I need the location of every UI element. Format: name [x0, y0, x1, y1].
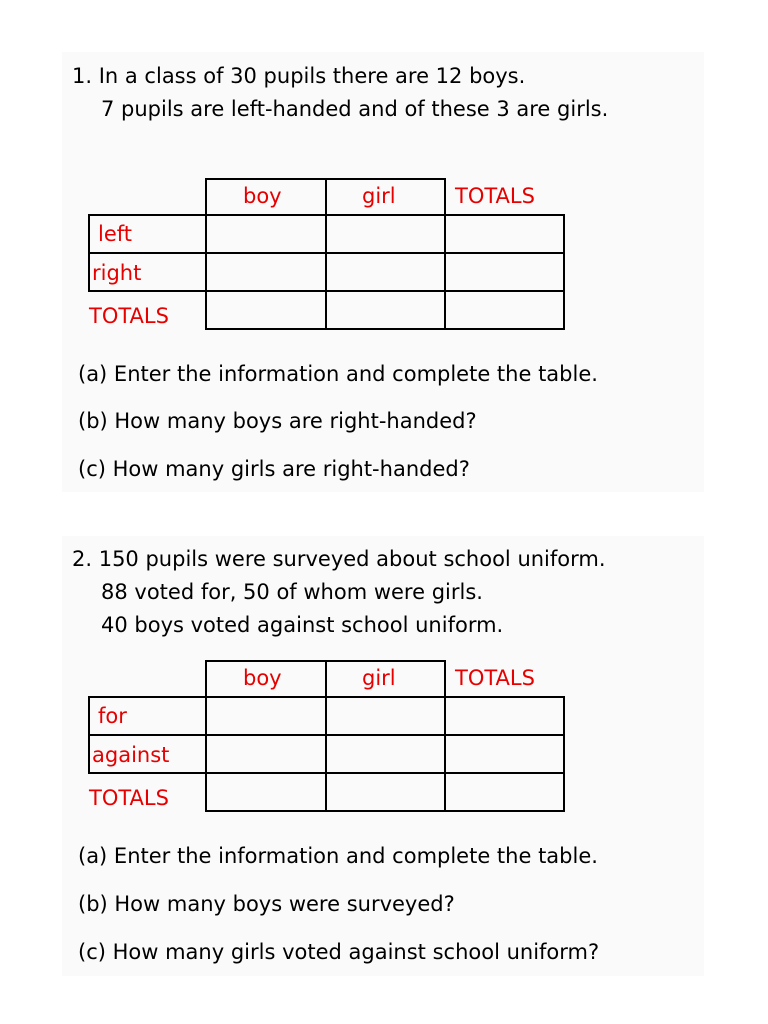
q1-cell-right-boy[interactable] [205, 252, 327, 292]
q1-part-b: (b) How many boys are right-handed? [78, 409, 477, 433]
q2-cell-for-total[interactable] [444, 696, 565, 736]
q1-cell-total-total[interactable] [444, 290, 565, 330]
q2-cell-against-boy[interactable] [205, 734, 327, 774]
q2-col-header-girl: girl [362, 666, 396, 690]
q1-col-header-boy: boy [243, 184, 282, 208]
q1-cell-left-boy[interactable] [205, 214, 327, 254]
q1-cell-left-girl[interactable] [325, 214, 446, 254]
q1-row-label-totals: TOTALS [89, 304, 169, 328]
q2-part-c: (c) How many girls voted against school uniform? [78, 940, 600, 964]
q2-statement-line2: 88 voted for, 50 of whom were girls. [101, 580, 483, 604]
q2-statement-line1: 2. 150 pupils were surveyed about school uniform. [72, 547, 606, 571]
q1-part-c: (c) How many girls are right-handed? [78, 457, 470, 481]
q2-statement-line3: 40 boys voted against school uniform. [101, 613, 504, 637]
q1-cell-right-girl[interactable] [325, 252, 446, 292]
q2-cell-total-boy[interactable] [205, 772, 327, 812]
q2-cell-for-girl[interactable] [325, 696, 446, 736]
q2-row-label-for: for [98, 704, 127, 728]
q2-cell-against-girl[interactable] [325, 734, 446, 774]
q2-row-label-against: against [92, 743, 170, 767]
q1-part-a: (a) Enter the information and complete the table. [78, 362, 598, 386]
q2-part-b: (b) How many boys were surveyed? [78, 892, 455, 916]
q1-cell-left-total[interactable] [444, 214, 565, 254]
q1-statement-line2: 7 pupils are left-handed and of these 3 are girls. [101, 97, 609, 121]
q2-part-a: (a) Enter the information and complete the table. [78, 844, 598, 868]
q2-cell-total-total[interactable] [444, 772, 565, 812]
q1-cell-total-girl[interactable] [325, 290, 446, 330]
q2-row-label-totals: TOTALS [89, 786, 169, 810]
q2-cell-total-girl[interactable] [325, 772, 446, 812]
q2-cell-against-total[interactable] [444, 734, 565, 774]
q2-col-header-boy: boy [243, 666, 282, 690]
q1-row-label-left: left [98, 222, 133, 246]
q1-col-header-girl: girl [362, 184, 396, 208]
q1-row-label-right: right [92, 261, 142, 285]
q2-col-header-totals: TOTALS [455, 666, 535, 690]
q1-cell-right-total[interactable] [444, 252, 565, 292]
q1-col-header-totals: TOTALS [455, 184, 535, 208]
q1-cell-total-boy[interactable] [205, 290, 327, 330]
q1-statement-line1: 1. In a class of 30 pupils there are 12 boys. [72, 64, 526, 88]
q2-cell-for-boy[interactable] [205, 696, 327, 736]
